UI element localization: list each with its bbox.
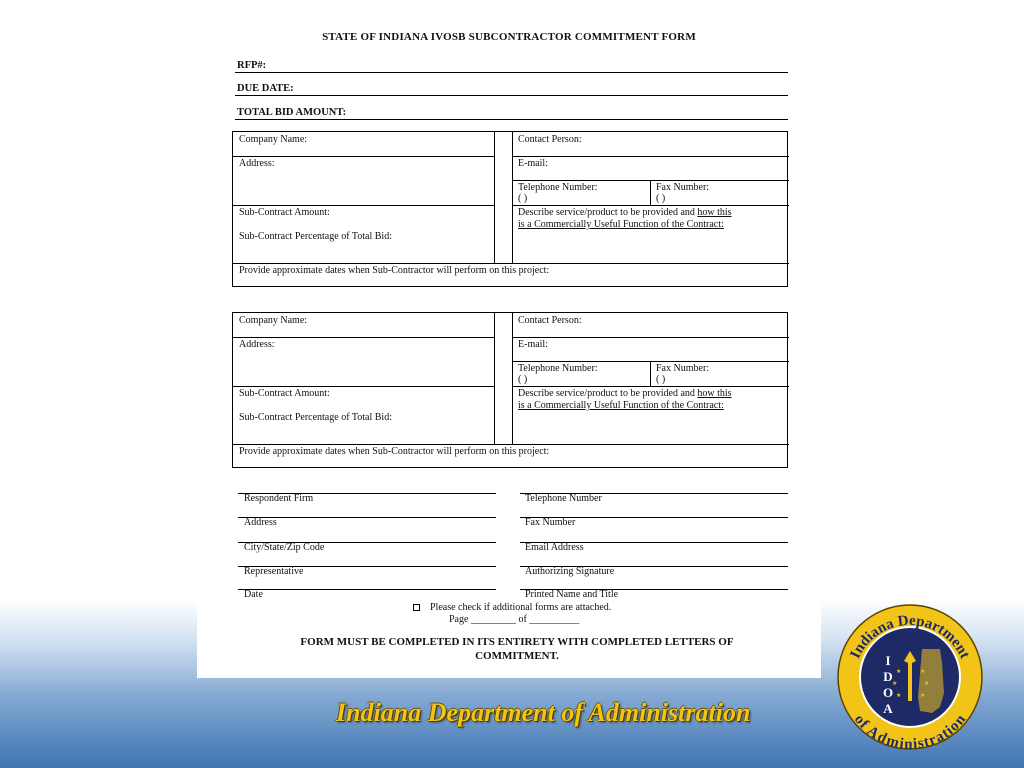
telephone-paren: ( )	[518, 193, 528, 204]
total-bid-label: TOTAL BID AMOUNT:	[237, 107, 347, 118]
page-count-field[interactable]: Page _________ of __________	[449, 614, 580, 625]
describe-service-label[interactable]	[518, 388, 732, 399]
svg-text:★: ★	[920, 669, 926, 675]
due-date-label: DUE DATE:	[237, 83, 294, 94]
subcontractor-block-1	[232, 131, 788, 287]
subcontract-amount-field[interactable]: Sub-Contract Amount:	[239, 207, 330, 218]
address-field[interactable]: Address:	[239, 339, 275, 350]
additional-forms-label: Please check if additional forms are attached.	[430, 602, 612, 613]
seal-letter-a: A	[883, 701, 893, 716]
perform-dates-field[interactable]: Provide approximate dates when Sub-Contractor will perform on this project:	[239, 446, 550, 457]
fax-field[interactable]: Fax Number:	[656, 182, 710, 193]
address-field[interactable]: Address:	[239, 158, 275, 169]
fax-number-label: Fax Number	[525, 517, 576, 528]
subcontract-percentage-field[interactable]: Sub-Contract Percentage of Total Bid:	[239, 231, 392, 242]
additional-forms-checkbox[interactable]	[413, 604, 420, 611]
company-name-field[interactable]: Company Name:	[239, 315, 308, 326]
subcontract-amount-field[interactable]: Sub-Contract Amount:	[239, 388, 330, 399]
describe-line-2: is a Commercially Useful Function of the Contract:	[518, 219, 724, 230]
svg-text:★: ★	[896, 693, 902, 699]
authorizing-signature-label: Authorizing Signature	[525, 566, 615, 577]
describe-line-1a: Describe service/product to be provided and	[518, 388, 698, 399]
date-label: Date	[244, 589, 263, 600]
footer-statement: FORM MUST BE COMPLETED IN ITS ENTIRETY WITH COMPLETED LETTERS OF COMMITMENT.	[300, 636, 734, 662]
printed-name-label: Printed Name and Title	[525, 589, 619, 600]
contact-person-field[interactable]: Contact Person:	[518, 315, 582, 326]
city-state-zip-label: City/State/Zip Code	[244, 542, 325, 553]
rfp-field[interactable]	[235, 56, 788, 73]
subcontractor-block-2	[232, 312, 788, 468]
seal-letter-d: D	[883, 669, 893, 684]
form-title: STATE OF INDIANA IVOSB SUBCONTRACTOR COMMITMENT FORM	[322, 31, 696, 43]
date-line[interactable]	[238, 589, 496, 590]
respondent-firm-label: Respondent Firm	[244, 493, 314, 504]
address-label: Address	[244, 517, 277, 528]
svg-text:★: ★	[920, 693, 926, 699]
due-date-field[interactable]	[235, 79, 788, 96]
describe-line-2: is a Commercially Useful Function of the Contract:	[518, 400, 724, 411]
svg-text:★: ★	[892, 681, 898, 687]
representative-label: Representative	[244, 566, 304, 577]
total-bid-field[interactable]	[235, 103, 788, 120]
seal-bottom-text: of Administration	[850, 711, 970, 751]
fax-paren: ( )	[656, 374, 666, 385]
fax-field[interactable]: Fax Number:	[656, 363, 710, 374]
describe-service-label[interactable]	[518, 207, 732, 218]
telephone-field[interactable]: Telephone Number:	[518, 182, 598, 193]
perform-dates-field[interactable]: Provide approximate dates when Sub-Contractor will perform on this project:	[239, 265, 550, 276]
contact-person-field[interactable]: Contact Person:	[518, 134, 582, 145]
org-name-banner: Indiana Department of Administration	[336, 698, 751, 727]
idoa-seal	[836, 603, 984, 751]
seal-letter-i: I	[885, 653, 891, 668]
telephone-paren: ( )	[518, 374, 528, 385]
subcontract-percentage-field[interactable]: Sub-Contract Percentage of Total Bid:	[239, 412, 392, 423]
seal-letter-o: O	[882, 685, 894, 700]
describe-line-1b: how this	[697, 207, 732, 218]
rfp-label: RFP#:	[237, 60, 267, 71]
indiana-state-icon	[918, 649, 944, 713]
seal-top-text: Indiana Department	[847, 612, 973, 662]
svg-text:★: ★	[924, 681, 930, 687]
form-page	[197, 23, 821, 678]
email-address-label: Email Address	[525, 542, 584, 553]
telephone-field[interactable]: Telephone Number:	[518, 363, 598, 374]
fax-paren: ( )	[656, 193, 666, 204]
telephone-number-label: Telephone Number	[525, 493, 602, 504]
describe-line-1a: Describe service/product to be provided and	[518, 207, 698, 218]
describe-line-1b: how this	[697, 388, 732, 399]
email-field[interactable]: E-mail:	[518, 339, 548, 350]
email-field[interactable]: E-mail:	[518, 158, 548, 169]
svg-text:★: ★	[896, 669, 902, 675]
company-name-field[interactable]: Company Name:	[239, 134, 308, 145]
